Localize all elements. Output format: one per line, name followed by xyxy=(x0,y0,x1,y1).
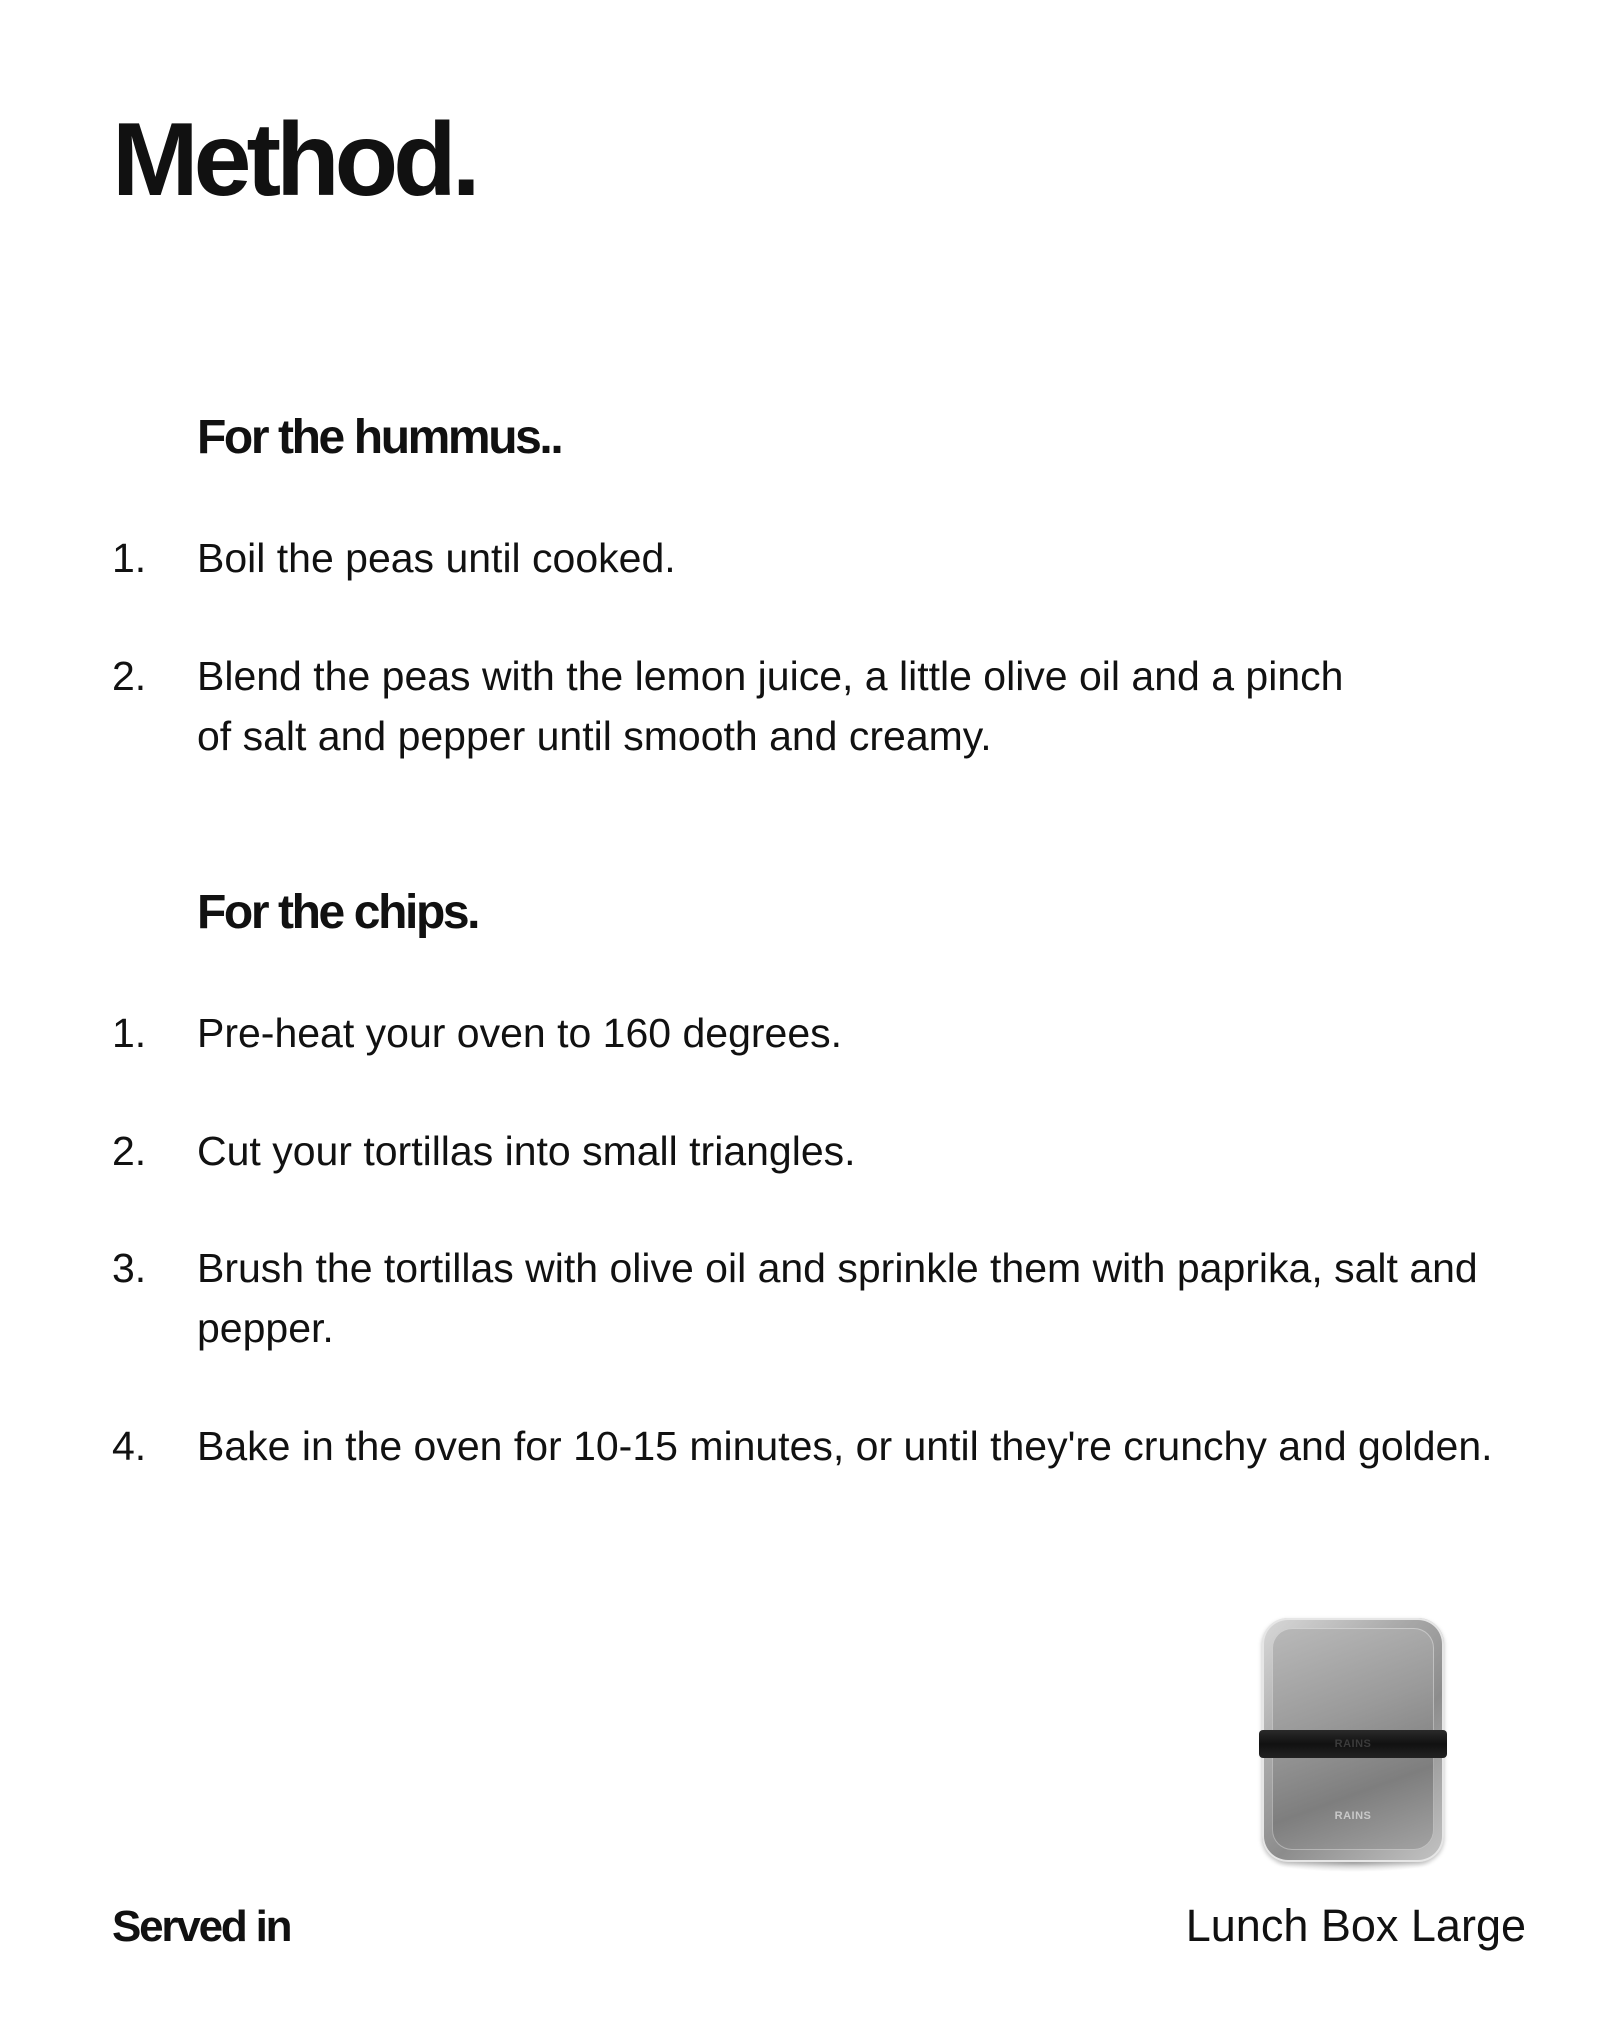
step-number: 4. xyxy=(112,1423,147,1469)
step-text: Pre-heat your oven to 160 degrees. xyxy=(197,1010,843,1056)
product-name: Lunch Box Large xyxy=(1185,1900,1526,1951)
chips-step-2 xyxy=(112,1121,1512,1181)
hummus-step-1 xyxy=(112,528,1512,588)
step-text: Blend the peas with the lemon juice, a little olive oil and a pinch of salt and pepper until smooth and creamy. xyxy=(197,653,1344,759)
hummus-step-2 xyxy=(112,646,1512,766)
lid-logo: RAINS xyxy=(1334,1810,1372,1822)
hummus-heading: For the hummus.. xyxy=(197,411,562,464)
lunch-box-body xyxy=(1262,1618,1444,1862)
served-in-label: Served in xyxy=(112,1902,291,1951)
chips-step-1 xyxy=(112,1003,1512,1063)
page-title: Method. xyxy=(112,102,476,218)
step-number: 1. xyxy=(112,535,147,581)
step-number: 1. xyxy=(112,1010,147,1056)
step-text: Boil the peas until cooked. xyxy=(197,535,676,581)
step-text: Brush the tortillas with olive oil and sprinkle them with paprika, salt and pepper. xyxy=(197,1245,1478,1351)
step-number: 3. xyxy=(112,1245,147,1291)
band-logo: RAINS xyxy=(1334,1738,1372,1750)
step-text: Cut your tortillas into small triangles. xyxy=(197,1128,856,1174)
lunch-box-band xyxy=(1259,1730,1447,1758)
lunch-box-image xyxy=(1262,1618,1444,1862)
chips-heading: For the chips. xyxy=(197,886,479,939)
step-text: Bake in the oven for 10-15 minutes, or until they're crunchy and golden. xyxy=(197,1423,1493,1469)
chips-step-4 xyxy=(112,1416,1512,1476)
chips-step-3 xyxy=(112,1238,1512,1358)
step-number: 2. xyxy=(112,653,147,699)
step-number: 2. xyxy=(112,1128,147,1174)
